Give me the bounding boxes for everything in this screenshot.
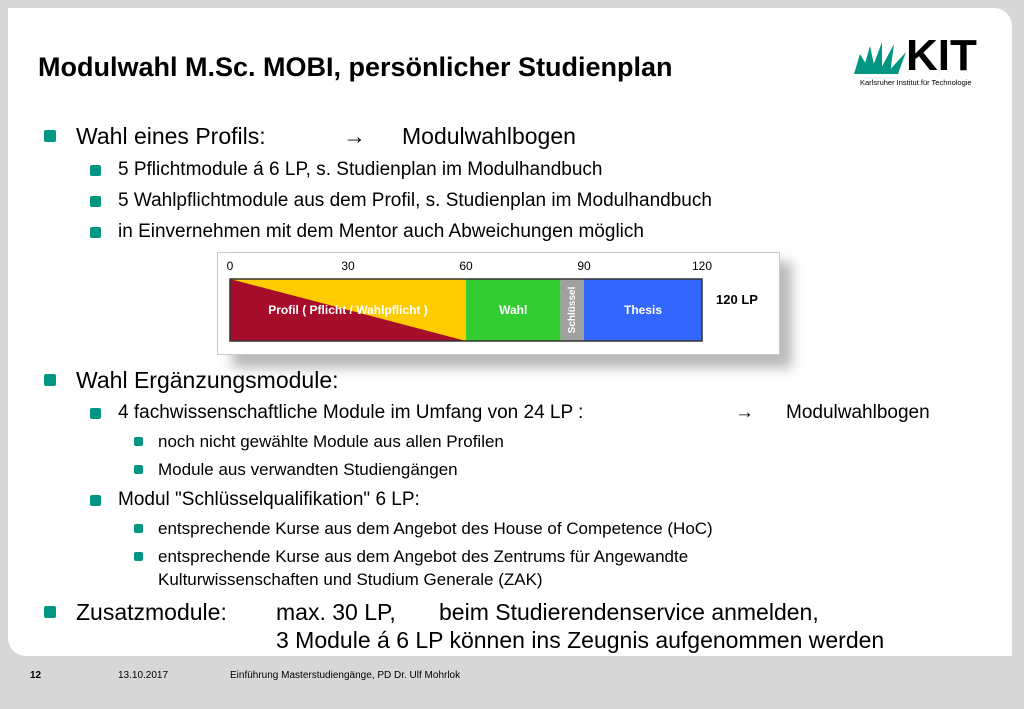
- section2-heading: Wahl Ergänzungsmodule:: [76, 367, 339, 393]
- bullet-icon: [90, 408, 101, 419]
- bullet-icon: [134, 524, 143, 533]
- bar-segment: [584, 279, 702, 341]
- footer-text: Einführung Masterstudiengänge, PD Dr. Ulf Mohrlok: [230, 670, 461, 681]
- section3-heading: Zusatzmodule:: [76, 599, 227, 625]
- section2-sub1-text: 4 fachwissenschaftliche Module im Umfang von 24 LP :: [118, 402, 584, 423]
- bar-label: Schlüssel: [567, 286, 579, 334]
- logo-text: KIT: [906, 31, 977, 78]
- section1-target: Modulwahlbogen: [402, 123, 576, 149]
- section2-sub2-item: entsprechende Kurse aus dem Angebot des Zentrums für Angewandte: [158, 547, 689, 566]
- section2-sub1-target: Modulwahlbogen: [786, 402, 930, 423]
- bar-segment: [560, 279, 584, 341]
- section2-sub2-item-cont: Kulturwissenschaften und Studium Generale (ZAK): [158, 570, 543, 589]
- bullet-icon: [44, 130, 56, 142]
- section2-sub2-text: Modul "Schlüsselqualifikation" 6 LP:: [118, 489, 420, 510]
- section2-sub1-item: noch nicht gewählte Module aus allen Profilen: [158, 432, 504, 451]
- arrow-icon: →: [343, 123, 366, 149]
- bullet-icon: [44, 374, 56, 386]
- axis-tick-label: 30: [341, 259, 355, 273]
- kit-logo: [852, 24, 992, 90]
- section3-line2: 3 Module á 6 LP können ins Zeugnis aufgenommen werden: [276, 627, 885, 653]
- study-plan-chart: [217, 252, 779, 354]
- bullet-icon: [90, 495, 101, 506]
- bar-segment: [230, 279, 466, 341]
- bar-label: Wahl: [499, 303, 528, 317]
- kit-logo-icon: [852, 24, 992, 78]
- section3-part1: max. 30 LP,: [276, 599, 396, 625]
- section1-item: 5 Pflichtmodule á 6 LP, s. Studienplan im Modulhandbuch: [118, 159, 603, 180]
- axis-tick-label: 120: [691, 259, 713, 273]
- axis-tick-label: 90: [577, 259, 591, 273]
- logo-subtitle: Karlsruher Institut für Technologie: [860, 78, 972, 87]
- bullet-icon: [134, 465, 143, 474]
- bullet-icon: [90, 227, 101, 238]
- bar-segment: [466, 279, 560, 341]
- page-number: 12: [30, 670, 42, 681]
- section1-heading: Wahl eines Profils:: [76, 123, 266, 149]
- axis-tick-label: 0: [226, 259, 234, 273]
- section1-item: 5 Wahlpflichtmodule aus dem Profil, s. Studienplan im Modulhandbuch: [118, 190, 712, 211]
- footer-bar: [0, 656, 1024, 709]
- axis-tick-label: 60: [459, 259, 473, 273]
- bar-label: Thesis: [623, 303, 663, 317]
- bullet-icon: [90, 196, 101, 207]
- bullet-icon: [90, 165, 101, 176]
- page-title: Modulwahl M.Sc. MOBI, persönlicher Studienplan: [38, 52, 673, 82]
- total-label: 120 LP: [716, 292, 758, 307]
- arrow-icon: →: [735, 402, 754, 423]
- bullet-icon: [134, 437, 143, 446]
- section3-part2: beim Studierendenservice anmelden,: [439, 599, 819, 625]
- footer-date: 13.10.2017: [118, 670, 169, 681]
- section1-item: in Einvernehmen mit dem Mentor auch Abweichungen möglich: [118, 221, 644, 242]
- bullet-icon: [134, 552, 143, 561]
- bar-label: Profil ( Pflicht / Wahlpflicht ): [268, 303, 428, 317]
- section2-sub1-item: Module aus verwandten Studiengängen: [158, 460, 458, 479]
- bullet-icon: [44, 606, 56, 618]
- section2-sub2-item: entsprechende Kurse aus dem Angebot des House of Competence (HoC): [158, 519, 713, 538]
